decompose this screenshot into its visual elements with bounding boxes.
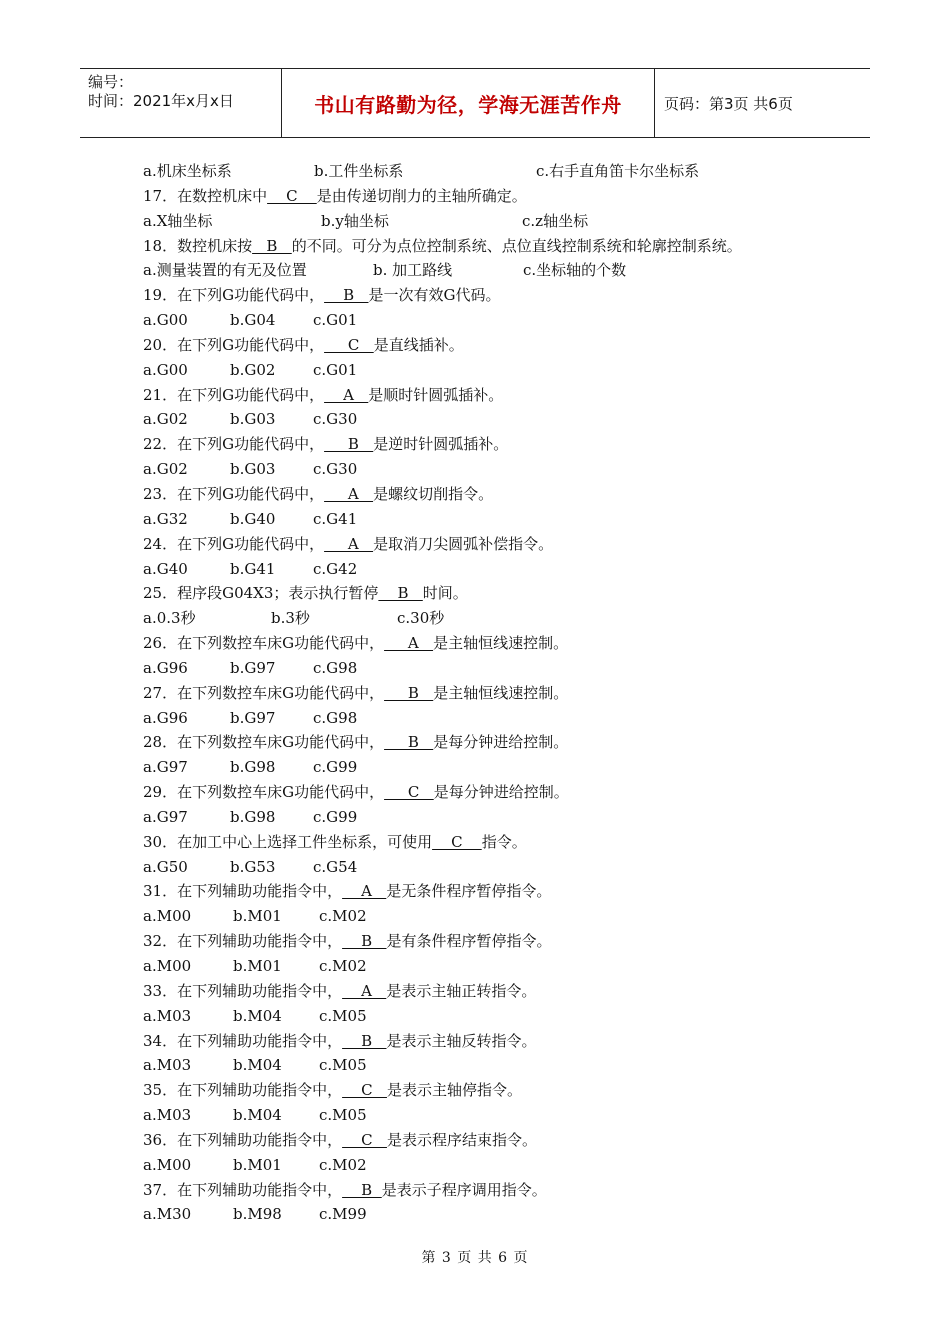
- header-divider: [654, 69, 655, 137]
- option-item: c.G41: [313, 509, 358, 528]
- question-text-end: 是一次有效G代码。: [368, 286, 501, 305]
- option-item: b.M04: [233, 1006, 282, 1025]
- answer-blank: B: [252, 236, 292, 255]
- option-item: b.G41: [230, 559, 276, 578]
- question-text: 31．在下列辅助功能指令中，: [143, 882, 343, 901]
- question-text: 27．在下列数控车床G功能代码中，: [143, 683, 385, 702]
- option-item: a.机床坐标系: [143, 162, 232, 180]
- option-item: b.G03: [230, 460, 276, 479]
- answer-blank: A: [342, 981, 387, 1000]
- option-item: a.G40: [143, 559, 188, 578]
- question-text: 30．在加工中心上选择工件坐标系，可使用: [143, 832, 433, 851]
- header-motto: 书山有路勤为径，学海无涯苦作舟: [314, 92, 622, 117]
- option-item: b.G98: [230, 758, 276, 777]
- option-item: a.M03: [143, 1106, 192, 1125]
- option-item: c.G42: [313, 559, 358, 578]
- option-item: b.y轴坐标: [321, 211, 389, 230]
- options-line: [143, 1004, 742, 1029]
- option-item: b.M01: [233, 1155, 282, 1174]
- question-text: 36．在下列辅助功能指令中，: [143, 1130, 343, 1149]
- option-item: b.M04: [233, 1106, 282, 1125]
- question-line: [143, 830, 742, 855]
- options-line: [143, 308, 742, 333]
- question-line: [143, 482, 742, 507]
- question-text: 20．在下列G功能代码中，: [143, 335, 325, 354]
- answer-blank: B: [378, 584, 423, 603]
- date-label: 时间：2021年x月x日: [88, 92, 234, 110]
- answer-blank: B: [342, 1180, 382, 1199]
- option-item: a.G97: [143, 807, 188, 826]
- option-item: a.M30: [143, 1205, 192, 1224]
- question-text: 23．在下列G功能代码中，: [143, 484, 325, 503]
- question-list: [143, 159, 742, 1227]
- question-text: 21．在下列G功能代码中，: [143, 385, 325, 404]
- option-item: c.M02: [319, 957, 367, 975]
- options-line: [143, 954, 742, 979]
- question-text: 18．数控机床按: [143, 236, 253, 255]
- option-item: a.G00: [143, 360, 188, 379]
- option-item: a.G32: [143, 509, 188, 528]
- question-text-end: 是表示主轴正转指令。: [386, 981, 537, 1000]
- question-text-end: 是由传递切削力的主轴所确定。: [316, 186, 527, 205]
- question-text-end: 是主轴恒线速控制。: [433, 634, 569, 653]
- options-line: [143, 805, 742, 830]
- question-text-end: 是无条件程序暂停指令。: [386, 882, 552, 901]
- question-text-end: 是每分钟进给控制。: [433, 733, 569, 752]
- option-item: c.M05: [319, 1006, 367, 1025]
- question-line: [143, 780, 742, 805]
- question-text-end: 是表示程序结束指令。: [386, 1130, 537, 1149]
- answer-blank: C: [267, 186, 317, 205]
- question-text: 34．在下列辅助功能指令中，: [143, 1031, 343, 1050]
- option-item: c.G30: [313, 460, 358, 479]
- question-line: [143, 234, 742, 259]
- options-line: [143, 855, 742, 880]
- question-text: 24．在下列G功能代码中，: [143, 534, 325, 553]
- options-line: [143, 656, 742, 681]
- option-item: c.M02: [319, 907, 367, 926]
- options-line: [143, 209, 742, 234]
- option-item: c.G54: [313, 857, 358, 876]
- option-item: b. 加工路线: [373, 261, 453, 280]
- option-item: b.G97: [230, 658, 276, 677]
- option-item: a.G97: [143, 758, 188, 777]
- answer-blank: A: [324, 484, 374, 503]
- answer-blank: C: [342, 1130, 387, 1149]
- question-text: 17．在数控机床中: [143, 186, 268, 205]
- option-item: a.G00: [143, 311, 188, 330]
- answer-blank: A: [384, 634, 434, 653]
- question-line: [143, 581, 742, 606]
- option-item: c.G01: [313, 311, 358, 330]
- option-item: b.M04: [233, 1056, 282, 1075]
- answer-blank: C: [342, 1081, 387, 1100]
- option-item: a.M03: [143, 1056, 192, 1075]
- option-item: c.M02: [319, 1155, 367, 1174]
- option-item: a.测量装置的有无及位置: [143, 261, 307, 280]
- option-item: c.G99: [313, 807, 358, 826]
- option-item: a.M00: [143, 957, 192, 975]
- question-line: [143, 1128, 742, 1153]
- options-line: [143, 706, 742, 731]
- option-item: c.G98: [313, 658, 358, 677]
- question-line: [143, 631, 742, 656]
- question-line: [143, 1178, 742, 1203]
- question-text-end: 是顺时针圆弧插补。: [368, 385, 504, 404]
- option-item: b.G98: [230, 807, 276, 826]
- option-item: c.G99: [313, 758, 358, 777]
- question-text-end: 是螺纹切削指令。: [373, 484, 494, 503]
- option-item: c.G01: [313, 360, 358, 379]
- option-item: a.M00: [143, 907, 192, 926]
- answer-blank: B: [324, 435, 374, 454]
- options-line: [143, 557, 742, 582]
- question-line: [143, 184, 742, 209]
- options-line: [143, 1202, 742, 1227]
- question-text: 22．在下列G功能代码中，: [143, 435, 325, 454]
- question-text-end: 是直线插补。: [373, 335, 464, 354]
- page-header: [80, 68, 870, 138]
- option-item: b.工件坐标系: [314, 162, 404, 180]
- question-text: 26．在下列数控车床G功能代码中，: [143, 634, 385, 653]
- options-line: [143, 1153, 742, 1178]
- options-line: [143, 1053, 742, 1078]
- question-line: [143, 681, 742, 706]
- question-text: 33．在下列辅助功能指令中，: [143, 981, 343, 1000]
- option-item: a.G96: [143, 658, 188, 677]
- answer-blank: C: [324, 335, 374, 354]
- question-text: 25．程序段G04X3；表示执行暂停: [143, 584, 379, 603]
- question-line: [143, 979, 742, 1004]
- answer-blank: B: [342, 1031, 387, 1050]
- options-line: [143, 904, 742, 929]
- options-line: [143, 755, 742, 780]
- question-text-end: 是逆时针圆弧插补。: [373, 435, 509, 454]
- option-item: c.右手直角笛卡尔坐标系: [536, 162, 700, 180]
- page-footer: 第 3 页 共 6 页: [421, 1250, 529, 1266]
- options-line: [143, 258, 742, 283]
- answer-blank: B: [342, 932, 387, 951]
- option-item: a.G50: [143, 857, 188, 876]
- question-line: [143, 333, 742, 358]
- option-item: c.G30: [313, 410, 358, 429]
- option-item: a.G02: [143, 410, 188, 429]
- answer-blank: A: [342, 882, 387, 901]
- question-text: 35．在下列辅助功能指令中，: [143, 1081, 343, 1100]
- question-line: [143, 879, 742, 904]
- option-item: a.X轴坐标: [143, 211, 213, 230]
- answer-blank: A: [324, 385, 369, 404]
- option-item: c.30秒: [397, 609, 445, 628]
- question-text-end: 是取消刀尖圆弧补偿指令。: [373, 534, 554, 553]
- question-text: 19．在下列G功能代码中，: [143, 286, 325, 305]
- options-line: [143, 457, 742, 482]
- option-item: b.G04: [230, 311, 276, 330]
- option-item: b.M98: [233, 1205, 282, 1224]
- question-text-end: 是有条件程序暂停指令。: [386, 932, 552, 951]
- option-item: a.M00: [143, 1155, 192, 1174]
- question-line: [143, 383, 742, 408]
- page-info: 页码：第3页 共6页: [664, 95, 793, 113]
- option-item: c.M05: [319, 1106, 367, 1125]
- question-text-end: 是表示主轴反转指令。: [386, 1031, 537, 1050]
- question-text-end: 是主轴恒线速控制。: [433, 683, 569, 702]
- option-item: b.G02: [230, 360, 276, 379]
- option-item: a.G96: [143, 708, 188, 727]
- option-item: c.M05: [319, 1056, 367, 1075]
- code-label: 编号：: [88, 73, 134, 91]
- answer-blank: B: [384, 683, 434, 702]
- option-item: c.z轴坐标: [522, 211, 589, 230]
- option-item: c.M99: [319, 1205, 367, 1224]
- question-text-end: 是表示子程序调用指令。: [381, 1180, 547, 1199]
- answer-blank: B: [324, 286, 369, 305]
- option-item: a.M03: [143, 1006, 192, 1025]
- question-line: [143, 1078, 742, 1103]
- question-text: 37．在下列辅助功能指令中，: [143, 1180, 343, 1199]
- option-item: b.G03: [230, 410, 276, 429]
- options-line: [143, 358, 742, 383]
- answer-blank: B: [384, 733, 434, 752]
- option-item: c.坐标轴的个数: [523, 261, 627, 280]
- options-line: [143, 507, 742, 532]
- options-line: [143, 606, 742, 631]
- options-line: [143, 159, 742, 184]
- question-line: [143, 283, 742, 308]
- option-item: b.M01: [233, 907, 282, 926]
- answer-blank: A: [324, 534, 374, 553]
- question-line: [143, 1029, 742, 1054]
- option-item: b.G40: [230, 509, 276, 528]
- option-item: c.G98: [313, 708, 358, 727]
- question-line: [143, 730, 742, 755]
- options-line: [143, 407, 742, 432]
- question-line: [143, 432, 742, 457]
- question-text-end: 时间。: [422, 584, 468, 603]
- header-meta: [88, 73, 234, 111]
- answer-blank: C: [384, 783, 434, 802]
- question-text-end: 指令。: [481, 832, 527, 851]
- question-text-end: 的不同。可分为点位控制系统、点位直线控制系统和轮廓控制系统。: [291, 236, 742, 255]
- answer-blank: C: [432, 832, 482, 851]
- option-item: a.0.3秒: [143, 609, 196, 628]
- option-item: b.M01: [233, 957, 282, 975]
- option-item: a.G02: [143, 460, 188, 479]
- question-text: 28．在下列数控车床G功能代码中，: [143, 733, 385, 752]
- option-item: b.3秒: [271, 609, 310, 628]
- question-text: 32．在下列辅助功能指令中，: [143, 932, 343, 951]
- question-text-end: 是表示主轴停指令。: [386, 1081, 522, 1100]
- options-line: [143, 1103, 742, 1128]
- question-text-end: 是每分钟进给控制。: [433, 783, 569, 802]
- option-item: b.G97: [230, 708, 276, 727]
- question-text: 29．在下列数控车床G功能代码中，: [143, 783, 385, 802]
- question-line: [143, 532, 742, 557]
- question-line: [143, 929, 742, 954]
- option-item: b.G53: [230, 857, 276, 876]
